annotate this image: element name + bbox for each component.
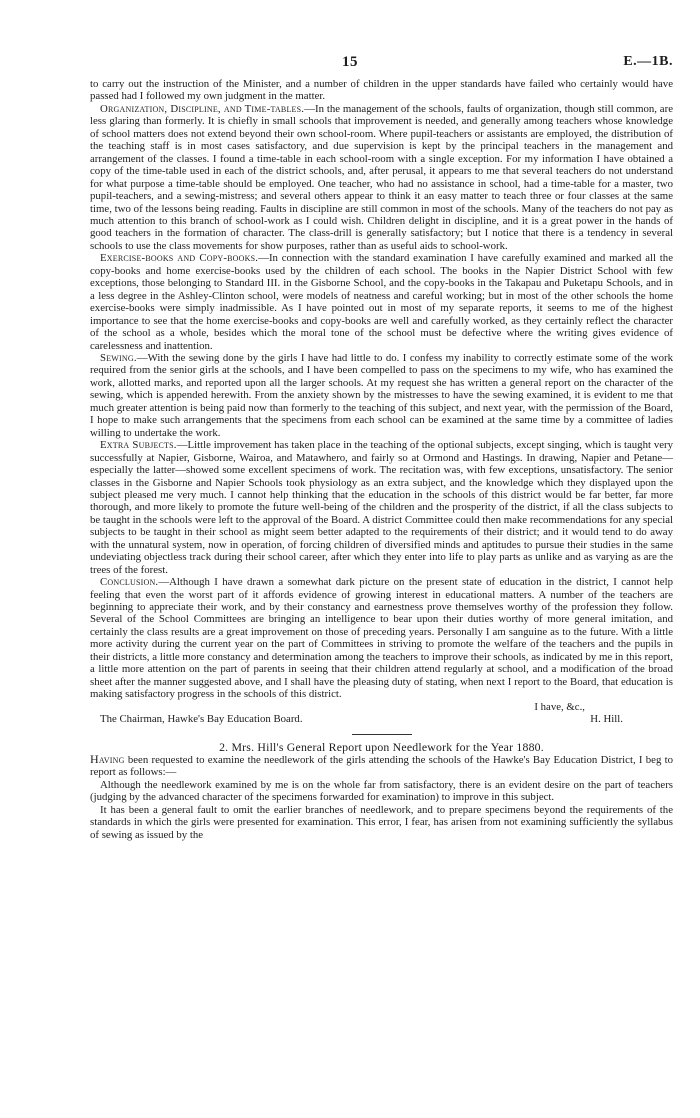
paragraph-text: —Although I have drawn a somewhat dark picture on the present state of education in the district, I cannot help feeling that even the worst part of it affords evidence of growing interest in educational matters. A number of the teachers are beginning to appreciate their work, and by their constancy and earnestness prove themselves worthy of the profession they follow. Several of the School Committees are bringing an intelligence to bear upon their duties worthy of more general imitation, and certainly the class results are a great improvement on those of preceding years. Personally I am sanguine as to the future. With a little more activity during the current year on the part of Committees in striving to promote the welfare of the teachers and the pupils in their districts, a little more constancy and determination among the teachers to improve their schools, as indicated by me in this report, a little more attention on the part of parents in seeing that their children attend regularly at school, and a modification of the broad sheet after the manner suggested above, and I shall have the pleasing duty of stating, when next I report to the Board, that education is making satisfactory progress in the schools of this district. bbox=[90, 576, 673, 701]
paragraph-intro bbox=[90, 78, 673, 103]
report-title: 2. Mrs. Hill's General Report upon Needlework for the Year 1880. bbox=[219, 739, 544, 754]
document-reference: E.—1B. bbox=[623, 54, 673, 69]
paragraph-text: —Little improvement has taken place in the teaching of the optional subjects, except singing, which is taught very successfully at Napier, Gisborne, Wairoa, and Matawhero, and fairly so at Ormond and Hastings. In drawing, Napier and Petane—especially the latter—showed some excellent specimens of work. The recitation was, with few exceptions, unsatisfactory. The senior classes in the Gisborne and Napier Schools took physiology as an extra subject, and the knowledge which they displayed upon the subject pleased me very much. I cannot help thinking that the education in the schools of this district would be far better, far more thorough, and more likely to promote the future well-being of the children and the prosperity of the district, if all the class subjects to be taught in the schools were left to the approval of the Board. A district Committee could then make recommendations for any special subjects to be taught in their school as might seem better adapted to the requirements of their district; and it would tend to do away with the unnatural system, now in operation, of forcing children of diversified minds and aptitudes to pursue their studies in the same undeviating objectless track during their school career, after which they enter into life to play parts as unlike and as varying as are the trees of the forest. bbox=[90, 439, 673, 576]
page-number: 15 bbox=[342, 54, 358, 70]
lead-word: Having bbox=[90, 752, 125, 767]
closing-line: I have, &c., bbox=[534, 700, 585, 713]
paragraph-text: been requested to examine the needlework of the girls attending the schools of the Hawke's Bay Education District, I beg to report as follows:— bbox=[90, 754, 673, 779]
section-heading-extra-subjects: Extra Subjects. bbox=[100, 439, 177, 452]
section-heading-organization: Organization, Discipline, and Time-tables. bbox=[100, 102, 305, 115]
paragraph-text: —In the management of the schools, faults of organization, though still common, are less glaring than formerly. It is chiefly in small schools that improvement is needed, and generally among teachers whose knowledge of school matters does not extend beyond their own school-room. Where pupil-teachers or assistants are employed, the distribution of the teaching staff is in most cases satisfactory, and due supervision is kept by the principal teachers in the management and arrangement of the classes. I found a time-table in each school-room with a single exception. For my information I have obtained a copy of the time-table used in each of the district schools, and, after perusal, it appears to me that several teachers do not understand for what purpose a time-table should be employed. One teacher, who had no assistance in school, had a time-table for a master, two pupil-teachers, and a sewing-mistress; and several others appear to think it an easy matter to teach three or four classes at the same time, two of the lessons being reading. Faults in discipline are still common in most of the schools. Many of the teachers do not pay as much attention to this branch of school-work as I could wish. Children delight in discipline, and it is a great power in the hands of good teachers in the formation of character. The class-drill is generally satisfactory; but I notice that there is a tendency in several schools to use the class movements for show purposes, rather than as useful aids to school-work. bbox=[90, 102, 673, 252]
paragraph-conclusion bbox=[90, 576, 673, 701]
paragraph-exercise-books bbox=[90, 252, 673, 352]
signature-line bbox=[90, 713, 673, 725]
report-paragraph-3: It has been a general fault to omit the earlier branches of needlework, and to prepare specimens beyond the requirements of the standards in which the girls were presented for examination. This error, I fear, has arisen from not examining sufficiently the syllabus of sewing as issued by the bbox=[90, 803, 673, 841]
section-heading-conclusion: Conclusion. bbox=[100, 576, 159, 589]
paragraph-sewing bbox=[90, 352, 673, 439]
paragraph-text: to carry out the instruction of the Minister, and a number of children in the upper standards have failed who certainly would have passed had I followed my own judgment in the matter. bbox=[90, 78, 673, 103]
paragraph-organization bbox=[90, 103, 673, 252]
section-heading-exercise-books: Exercise-books and Copy-books. bbox=[100, 252, 259, 265]
signature: H. Hill. bbox=[590, 713, 623, 726]
section-divider bbox=[352, 734, 412, 735]
paragraph-extra-subjects bbox=[90, 439, 673, 576]
addressee: The Chairman, Hawke's Bay Education Board. bbox=[100, 713, 303, 726]
report-paragraph-1 bbox=[90, 753, 673, 779]
report-paragraph-2: Although the needlework examined by me is on the whole far from satisfactory, there is an evident desire on the part of teachers (judging by the advanced character of the specimens forwarded for examination) to improve in this subject. bbox=[90, 778, 673, 804]
paragraph-text: —With the sewing done by the girls I have had little to do. I confess my inability to correctly estimate some of the work required from the senior girls at the schools, and I have been compelled to pass on the specimens to my wife, who has examined the work, allotted marks, and reported upon all the larger schools. At my request she has written a general report on the character of the sewing, which is appended herewith. From the anxiety shown by the mistresses to have the sewing examined, it is evident to me that much greater attention is being paid now than formerly to the teaching of this subject, and next year, with the permission of the Board, I hope to make such arrangements that the specimens from each school can be examined at the same time by a committee of ladies willing to undertake the work. bbox=[90, 351, 673, 439]
section-heading-sewing: Sewing. bbox=[100, 351, 137, 364]
document-body bbox=[90, 78, 673, 1118]
paragraph-text: —In connection with the standard examination I have carefully examined and marked all the copy-books and home exercise-books used by the children of each school. The books in the Napier District School with few exceptions, those belonging to Standard III. in the Gisborne School, and the copy-books in the Takapau and Puketapu Schools, and in a less degree in the Ashley-Clinton school, were models of neatness and careful working; but in most of the other schools the home exercise-books were simply inadmissible. As I have pointed out in most of my separate reports, it seems to me of the highest importance to see that the home exercise-books and copy-books are well and carefully worked, as they certainly reflect the character of the school as a whole, besides which the moral tone of the school must be defective where the writing gives evidence of carelessness and inattention. bbox=[90, 252, 673, 352]
